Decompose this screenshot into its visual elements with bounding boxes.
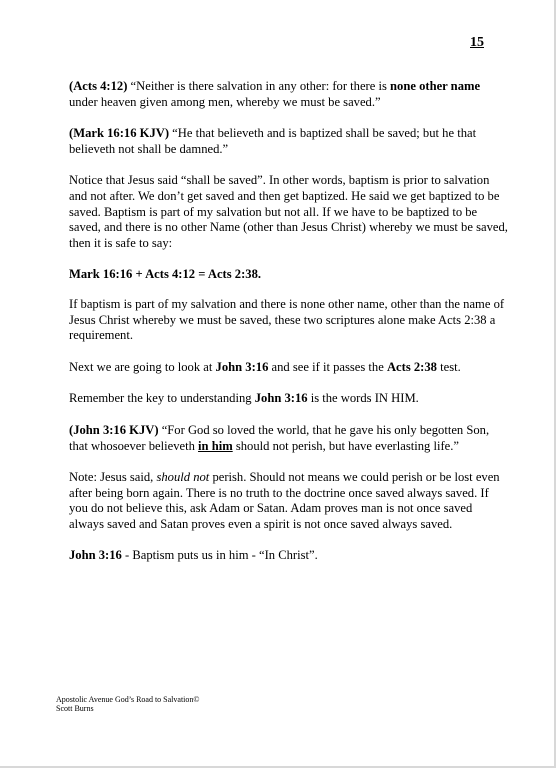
paragraph-text: Next we are going to look at [69,359,216,374]
paragraph-note [69,470,509,532]
emphasis-text: Acts 2:38 [386,359,437,374]
paragraph-text: If baptism is part of my salvation and there is none other name, other than the name of Jesus Christ whereby we must be saved, these two scriptures alone make Acts 2:38 a requirement. [69,296,505,343]
paragraph-text: “For God so loved the world, that he gave his only begotten Son, that whosoever believeth [69,422,490,453]
paragraph-text: “Neither is there salvation in any other: for there is [127,79,391,93]
paragraph-john-3-16 [69,423,509,454]
paragraph-text: - Baptism puts us in him - “In Christ”. [121,548,318,563]
paragraph-text: is the words IN HIM. [307,391,419,406]
paragraph-text: perish. Should not means we could perish or be lost even after being born again. There is no truth to the doctrine once saved always saved. If you do not believe this, ask Adam or Satan. Adam proves man is not once saved always saved and Satan proves even a spirit is not once saved always saved. [69,470,500,531]
paragraph-remember [69,391,509,407]
emphasis-text: John 3:16 [215,359,269,374]
paragraph-notice [69,173,509,251]
paragraph-text: under heaven given among men, whereby we must be saved.” [69,94,381,109]
scripture-reference: (Mark 16:16 KJV) [69,126,170,141]
paragraph-text: test. [436,359,461,374]
paragraph-requirement [69,297,509,344]
emphasis-text: John 3:16 [69,548,122,563]
emphasis-text: in him [198,438,233,453]
paragraph-equation [69,267,509,283]
paragraph-mark-16-16 [69,126,509,157]
paragraph-conclusion [69,548,509,564]
paragraph-text: and see if it passes the [268,359,387,374]
paragraph-text: should not perish, but have everlasting life.” [232,438,459,453]
page-body [69,79,509,580]
paragraph-acts-4-12 [69,79,509,110]
paragraph-text: Remember the key to understanding [69,391,255,406]
scripture-reference: (John 3:16 KJV) [69,422,159,437]
scripture-reference: (Acts 4:12) [69,79,128,93]
page-footer [56,695,199,713]
paragraph-text: “He that believeth and is baptized shall be saved; but he that believeth not shall be damned.” [69,126,477,156]
equation-text: Mark 16:16 + Acts 4:12 = Acts 2:38. [69,267,262,282]
footer-author: Scott Burns [56,704,94,713]
emphasis-text: John 3:16 [254,391,308,406]
paragraph-text: Note: Jesus said, [69,470,157,485]
italic-text: should not [156,470,210,485]
page-number: 15 [470,35,484,50]
paragraph-next [69,360,509,376]
paragraph-text: Notice that Jesus said “shall be saved”. In other words, baptism is prior to salvation and not after. We don’t get saved and then get baptized. He said we get baptized to be saved. Baptism is part of my salvation but not all. If we have to be baptized to be saved, and there is no other Name (other than Jesus Christ) whereby we must be saved, then it is safe to say: [69,173,508,250]
footer-title: Apostolic Avenue God’s Road to Salvation© [56,695,200,704]
emphasis-text: none other name [390,79,481,93]
